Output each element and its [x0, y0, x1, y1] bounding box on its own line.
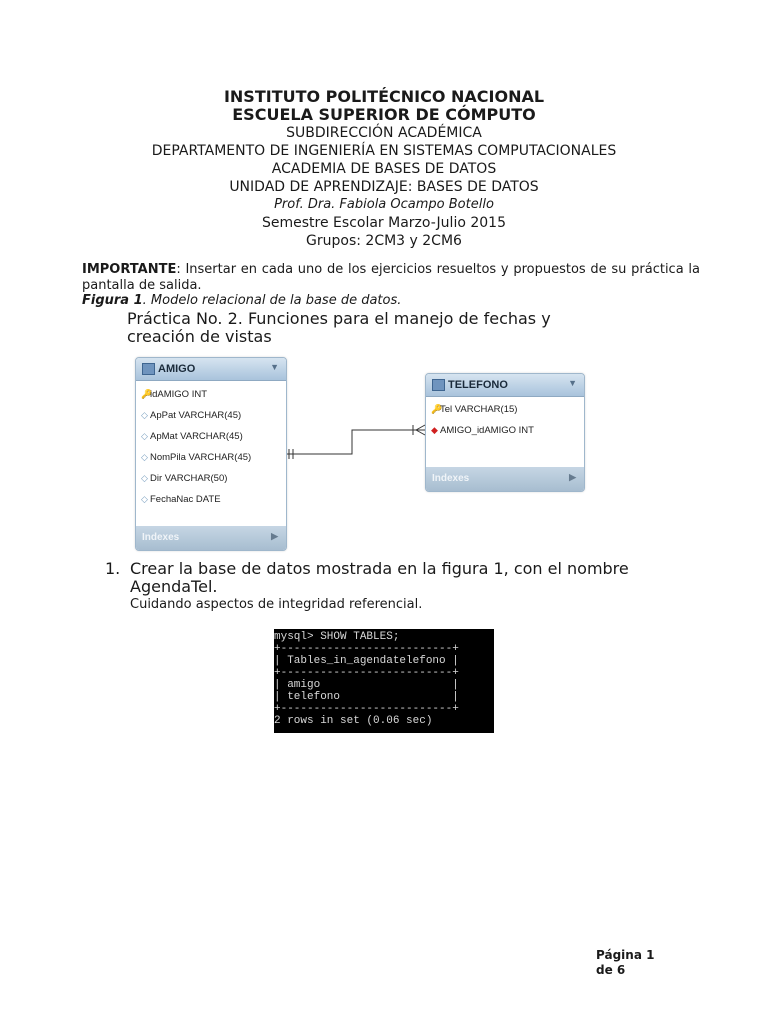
console-header: | Tables_in_agendatelefono | — [274, 655, 459, 667]
attribute-icon: ◇ — [141, 494, 148, 504]
figure-label: Figura 1 — [82, 293, 143, 308]
subdireccion: SUBDIRECCIÓN ACADÉMICA — [286, 125, 482, 141]
indexes-section — [136, 526, 286, 550]
important-label: IMPORTANTE — [82, 262, 177, 277]
console-row: | amigo | — [274, 679, 459, 691]
academy: ACADEMIA DE BASES DE DATOS — [271, 161, 497, 177]
unit: UNIDAD DE APRENDIZAJE: BASES DE DATOS — [229, 179, 539, 195]
chevron-down-icon: ▼ — [568, 378, 577, 388]
chevron-right-icon: ▶ — [271, 531, 278, 541]
table-amigo — [135, 357, 287, 551]
indexes-section — [426, 467, 584, 491]
chevron-right-icon: ▶ — [569, 472, 576, 482]
column-row — [136, 468, 286, 489]
column-row — [136, 426, 286, 447]
column-label: ApPat VARCHAR(45) — [150, 410, 242, 421]
practice-title: Práctica No. 2. Funciones para el manejo de fechas y creación de vistas — [127, 309, 551, 346]
column-label: Tel VARCHAR(15) — [440, 404, 518, 415]
column-row — [136, 447, 286, 468]
table-amigo-name: AMIGO — [158, 363, 196, 375]
important-text: : Insertar en cada uno de los ejercicios resueltos y propuestos de su práctica la pantalla de salida. — [82, 262, 700, 293]
relationship-connector — [280, 420, 430, 470]
attribute-icon: ◇ — [141, 431, 148, 441]
column-row — [136, 489, 286, 510]
step-subtext: Cuidando aspectos de integridad referencial. — [130, 597, 423, 612]
table-icon — [142, 363, 155, 375]
department: DEPARTAMENTO DE INGENIERÍA EN SISTEMAS COMPUTACIONALES — [151, 143, 617, 159]
page-of: de 6 — [596, 963, 626, 977]
foreign-key-icon: ◆ — [431, 425, 438, 435]
column-row — [426, 399, 584, 420]
figure-caption-text: . Modelo relacional de la base de datos. — [142, 293, 402, 308]
console-row: | telefono | — [274, 691, 459, 703]
column-label: FechaNac DATE — [150, 494, 221, 505]
indexes-label: Indexes — [142, 532, 180, 543]
table-icon — [432, 379, 445, 391]
column-label: NomPila VARCHAR(45) — [150, 452, 252, 463]
step-text: Crear la base de datos mostrada en la figura 1, con el nombre AgendaTel. — [130, 559, 629, 596]
attribute-icon: ◇ — [141, 473, 148, 483]
page-footer — [596, 948, 654, 978]
figure-caption — [82, 293, 401, 308]
indexes-label: Indexes — [432, 473, 470, 484]
school-name: ESCUELA SUPERIOR DE CÓMPUTO — [232, 105, 536, 124]
important-note — [82, 262, 700, 294]
column-row — [136, 384, 286, 405]
column-label: ApMat VARCHAR(45) — [150, 431, 243, 442]
column-row — [136, 405, 286, 426]
table-amigo-header — [136, 358, 286, 381]
column-row — [426, 420, 584, 441]
primary-key-icon: 🔑 — [141, 389, 153, 399]
console-border: +--------------------------+ — [274, 667, 459, 679]
console-prompt: mysql> SHOW TABLES; — [274, 631, 400, 643]
primary-key-icon: 🔑 — [431, 404, 443, 414]
console-summary: 2 rows in set (0.06 sec) — [274, 715, 433, 727]
console-border: +--------------------------+ — [274, 703, 459, 715]
groups: Grupos: 2CM3 y 2CM6 — [306, 233, 462, 249]
column-label: idAMIGO INT — [150, 389, 208, 400]
column-label: Dir VARCHAR(50) — [150, 473, 228, 484]
chevron-down-icon: ▼ — [270, 362, 279, 372]
step-number: 1. — [105, 559, 121, 578]
page-label: Página 1 — [596, 948, 655, 962]
console-border: +--------------------------+ — [274, 643, 459, 655]
institute-name: INSTITUTO POLITÉCNICO NACIONAL — [223, 87, 545, 106]
attribute-icon: ◇ — [141, 410, 148, 420]
table-telefono-header — [426, 374, 584, 397]
semester: Semestre Escolar Marzo-Julio 2015 — [262, 215, 506, 231]
table-telefono-name: TELEFONO — [448, 379, 508, 391]
table-telefono — [425, 373, 585, 492]
attribute-icon: ◇ — [141, 452, 148, 462]
professor: Prof. Dra. Fabiola Ocampo Botello — [274, 197, 494, 212]
column-label: AMIGO_idAMIGO INT — [440, 425, 534, 436]
document-header — [0, 88, 768, 250]
console-screenshot — [274, 629, 494, 733]
